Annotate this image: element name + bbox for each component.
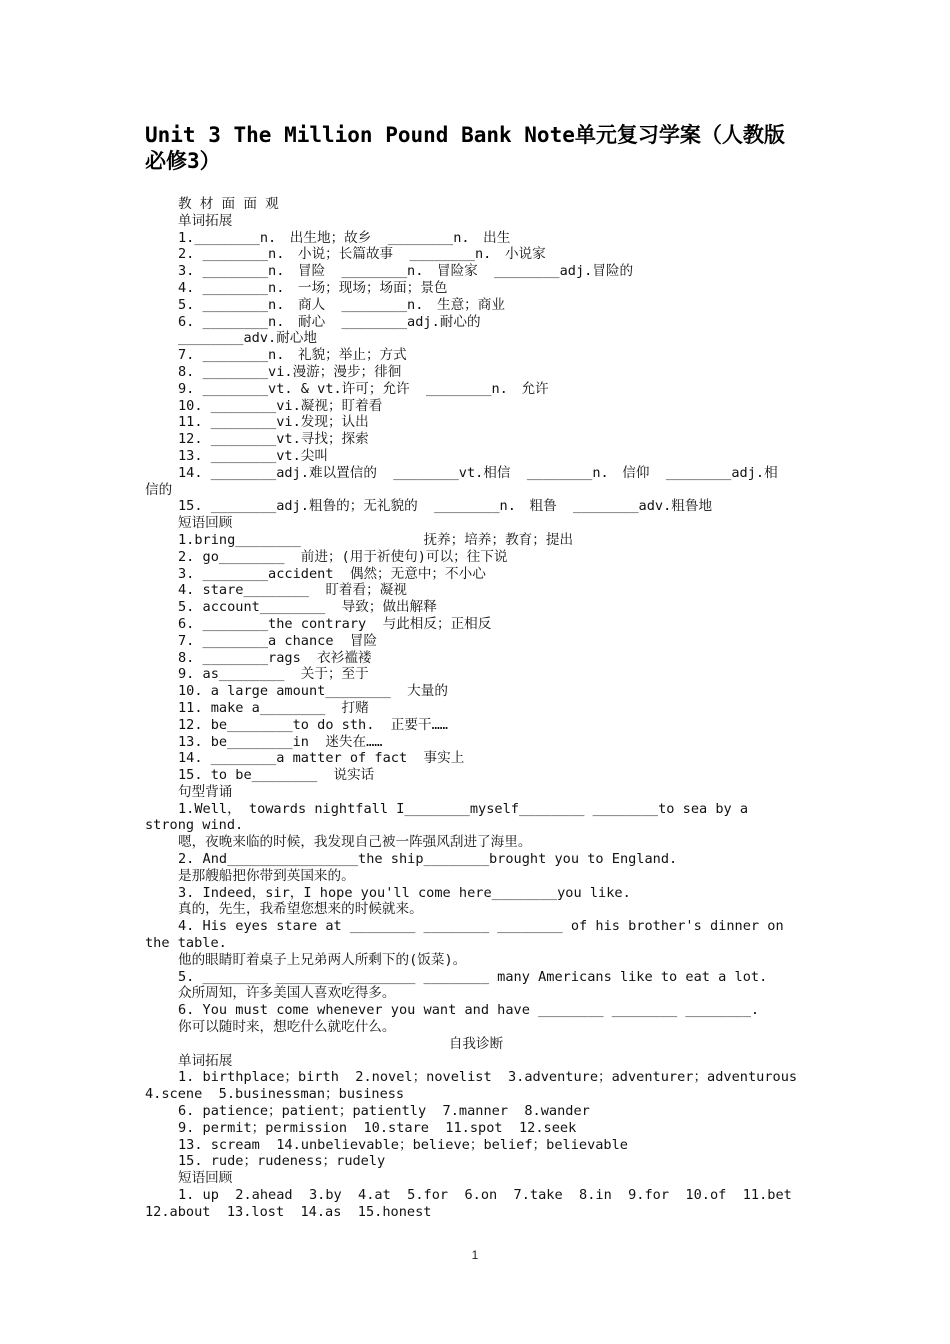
- text-line: 自我诊断: [448, 1035, 504, 1052]
- text-line: 3. ________accident 偶然；无意中；不小心: [178, 565, 486, 582]
- text-line: 6. ________the contrary 与此相反；正相反: [178, 615, 492, 632]
- text-line: 8. ________vi.漫游；漫步；徘徊: [178, 363, 402, 380]
- text-line: 6. You must come whenever you want and have ________ ________ ________.: [178, 1002, 760, 1019]
- text-line: 14. ________adj.难以置信的 ________vt.相信 ________n. 信仰 ________adj.相: [178, 464, 778, 481]
- text-line: 12.about 13.lost 14.as 15.honest: [145, 1203, 432, 1220]
- text-line: 15. to be________ 说实话: [178, 767, 375, 784]
- text-line: 2. And________________the ship________brought you to England.: [178, 851, 678, 868]
- text-line: 5. ________n. 商人 ________n. 生意；商业: [178, 296, 505, 313]
- text-line: 5. ________ ________ ________ ________ many Americans like to eat a lot.: [178, 968, 768, 985]
- text-line: strong wind.: [145, 817, 244, 834]
- text-line: 他的眼睛盯着桌子上兄弟两人所剩下的(饭菜)。: [178, 951, 467, 968]
- text-line: 嗯，夜晚来临的时候，我发现自己被一阵强风刮进了海里。: [178, 834, 532, 851]
- text-line: 7. ________n. 礼貌；举止；方式: [178, 347, 407, 364]
- text-line: 单词拓展: [178, 212, 233, 229]
- text-line: 9. permit；permission 10.stare 11.spot 12.seek: [178, 1119, 577, 1136]
- text-line: 10. a large amount________ 大量的: [178, 683, 448, 700]
- text-line: 短语回顾: [178, 515, 233, 532]
- text-line: ________adv.耐心地: [178, 330, 317, 347]
- text-line: 6. patience；patient；patiently 7.manner 8.wander: [178, 1103, 590, 1120]
- text-line: 1.bring________ 抚养；培养；教育；提出: [178, 531, 574, 548]
- text-line: 4. stare________ 盯着看；凝视: [178, 582, 407, 599]
- text-line: 5. account________ 导致；做出解释: [178, 599, 437, 616]
- text-line: 11. make a________ 打赌: [178, 699, 369, 716]
- text-line: 是那艘船把你带到英国来的。: [178, 867, 355, 884]
- text-line: 1.________n. 出生地；故乡 ________n. 出生: [178, 229, 511, 246]
- text-line: 12. ________vt.寻找；探索: [178, 431, 369, 448]
- text-line: 15. rude；rudeness；rudely: [178, 1153, 386, 1170]
- text-line: 1.Well， towards nightfall I________myself________ ________to sea by a: [178, 800, 749, 817]
- title-line-1: Unit 3 The Million Pound Bank Note单元复习学案（人教版: [145, 123, 785, 147]
- text-line: 7. ________a chance 冒险: [178, 632, 378, 649]
- text-line: 短语回顾: [178, 1170, 233, 1187]
- text-line: 教 材 面 面 观: [178, 196, 279, 212]
- text-line: 1. up 2.ahead 3.by 4.at 5.for 6.on 7.take 8.in 9.for 10.of 11.bet: [178, 1187, 792, 1204]
- text-line: 3. Indeed，sir，I hope you'll come here________you like.: [178, 884, 631, 901]
- text-line: 15. ________adj.粗鲁的；无礼貌的 ________n. 粗鲁 ________adv.粗鲁地: [178, 498, 713, 515]
- text-line: 13. be________in 迷失在……: [178, 733, 383, 750]
- text-line: 你可以随时来，想吃什么就吃什么。: [178, 1019, 396, 1036]
- text-line: 13. scream 14.unbelievable；believe；belief；believable: [178, 1136, 628, 1153]
- text-line: 9. as________ 关于；至于: [178, 666, 369, 683]
- text-line: 信的: [145, 481, 173, 498]
- text-line: 2. ________n. 小说；长篇故事 ________n. 小说家: [178, 246, 546, 263]
- document-body: [145, 196, 807, 1221]
- text-line: 6. ________n. 耐心 ________adj.耐心的: [178, 313, 481, 330]
- text-line: 3. ________n. 冒险 ________n. 冒险家 ________adj.冒险的: [178, 263, 634, 280]
- document-title: [145, 122, 825, 174]
- text-line: 10. ________vi.凝视；盯着看: [178, 397, 383, 414]
- text-line: 众所周知，许多美国人喜欢吃得多。: [178, 985, 396, 1002]
- text-line: 14. ________a matter of fact 事实上: [178, 750, 465, 767]
- text-line: 单词拓展: [178, 1052, 233, 1069]
- text-line: 9. ________vt. & vt.许可；允许 ________n. 允许: [178, 380, 549, 397]
- text-line: 4. His eyes stare at ________ ________ ________ of his brother's dinner on: [178, 918, 784, 935]
- text-line: 12. be________to do sth. 正要干……: [178, 716, 448, 733]
- text-line: 4. ________n. 一场；现场；场面；景色: [178, 279, 448, 296]
- text-line: 1. birthplace；birth 2.novel；novelist 3.adventure；adventurer；adventurous: [178, 1069, 798, 1086]
- text-line: 句型背诵: [178, 783, 233, 800]
- text-line: the table.: [145, 935, 227, 952]
- text-line: 8. ________rags 衣衫褴褛: [178, 649, 372, 666]
- page-number: 1: [471, 1248, 479, 1262]
- text-line: 4.scene 5.businessman；business: [145, 1086, 405, 1103]
- text-line: 11. ________vi.发现；认出: [178, 414, 369, 431]
- text-line: 真的，先生，我希望您想来的时候就来。: [178, 901, 423, 918]
- text-line: 2. go________ 前进；(用于祈使句)可以；往下说: [178, 548, 508, 565]
- text-line: 13. ________vt.尖叫: [178, 447, 328, 464]
- title-line-2: 必修3）: [145, 149, 221, 173]
